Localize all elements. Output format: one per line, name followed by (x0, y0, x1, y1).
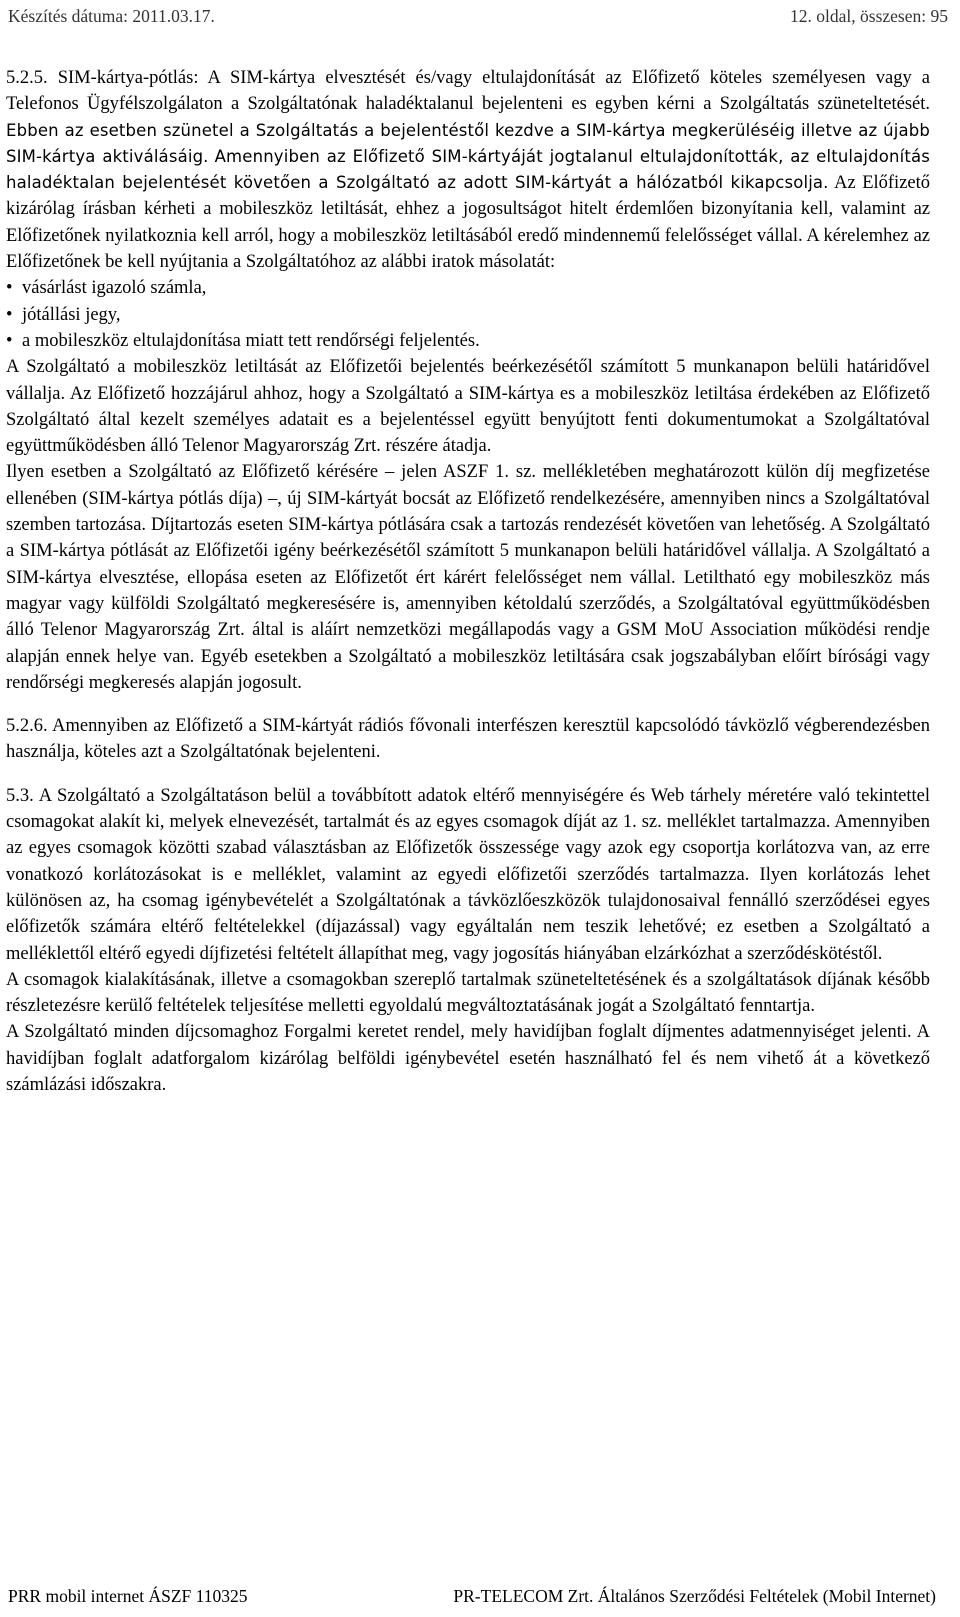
page-footer (8, 1586, 936, 1607)
list-item (6, 302, 930, 328)
section-5-2-5 (6, 65, 930, 275)
section-5-2-5-blocking-request: Az Előfizető kizárólag írásban kérheti a mobileszköz letiltását, ehhez a jogosultságot hitelt érdemlően bizonyítania kell, valamint az Előfizetőnek nyilatkoznia kell arról, hogy a mobileszköz letiltásából eredő mindennemű felelősséget vállal. A kérelemhez az Előfizetőnek be kell nyújtania a Szolgáltatóhoz az alábbi iratok másolatát: (6, 173, 931, 273)
footer-document-id: PRR mobil internet ÁSZF 110325 (8, 1586, 248, 1606)
section-5-2-5-deadline-paragraph: A Szolgáltató a mobileszköz letiltását az Előfizetői bejelentés beérkezésétől számított 5 munkanapon belüli határidővel vállalja. Az Előfizető hozzájárul ahhoz, hogy a Szolgáltató a SIM-kártya es a mobileszköz letiltása érdekében az Előfizető Szolgáltató által kezelt személyes adatait es a bejelentéssel együtt benyújtott fenti dokumentumokat a Szolgáltatóval együttműködésben álló Telenor Magyarország Zrt. részére átadja. (6, 357, 930, 457)
section-5-2-5-replacement-paragraph: Ilyen esetben a Szolgáltató az Előfizető kérésére – jelen ASZF 1. sz. mellékletében meghatározott külön díj megfizetése ellenében (SIM-kártya pótlás díja) –, új SIM-kártyát bocsát az Előfizető rendelkezésére, amennyiben nincs a Szolgáltatóval szemben tartozása. Díjtartozás eseten SIM-kártya pótlására csak a tartozás rendezését követően van lehetőség. A Szolgáltató a SIM-kártya pótlását az Előfizetői igény beérkezésétől számított 5 munkanapon belüli határidővel vállalja. A Szolgáltató a SIM-kártya elvesztése, ellopása eseten az Előfizetőt ért kárért felelősséget nem vállal. Letiltható egy mobileszköz más magyar vagy külföldi Szolgáltató megkeresésére is, amennyiben kétoldalú szerződés, a Szolgáltatóval együttműködésben álló Telenor Magyarország Zrt. által is aláírt nemzetközi megállapodás vagy a GSM MoU Association működési rendje alapján ennek helye van. Egyéb esetekben a Szolgáltató a mobileszköz letiltására csak jogszabályban előírt bírósági vagy rendőrségi megkeresés alapján jogosult. (6, 462, 930, 693)
section-5-2-5-intro: 5.2.5. SIM-kártya-pótlás: A SIM-kártya elvesztését és/vagy eltulajdonítását az Előfizető köteles személyesen vagy a Telefonos Ügyfélszolgálaton a Szolgáltatónak haladéktalanul bejelenteni es egyben kérni a Szolgáltatás szüneteltetését. (6, 68, 930, 115)
list-item-text: vásárlást igazoló számla, (22, 278, 207, 299)
bullet-icon: • (6, 304, 13, 325)
bullet-icon: • (6, 278, 13, 299)
document-body (6, 65, 930, 1098)
page-header (8, 6, 948, 34)
list-item-text: a mobileszköz eltulajdonítása miatt tett rendőrségi feljelentés. (22, 330, 480, 351)
page-number: 12. oldal, összesen: 95 (790, 6, 948, 26)
section-5-2-5-suspension: Ebben az esetben szünetel a Szolgáltatás a bejelentéstől kezdve a SIM-kártya megkerüléséig illetve az újabb SIM-kártya aktiválásáig. (6, 120, 930, 166)
creation-date: Készítés dátuma: 2011.03.17. (8, 6, 215, 26)
bullet-icon: • (6, 330, 13, 351)
section-5-3-packages-paragraph: 5.3. A Szolgáltató a Szolgáltatáson belül a továbbított adatok eltérő mennyiségére és Web tárhely méretére való tekintettel csomagokat alakít ki, melyek elnevezését, tartalmát és az egyes csomagok díját az 1. sz. melléklet tartalmazza. Amennyiben az egyes csomagok közötti szabad választásban az Előfizetők összessége vagy azok egy csoportja korlátozva van, az erre vonatkozó korlátozásokat is e melléklet, valamint az egyedi előfizetői szerződés tartalmazza. Ilyen korlátozás lehet különösen az, ha csomag igénybevételét a Szolgáltatónak a távközlőeszközök tulajdonosaival fennálló szerződései egyes előfizetők számára eltérő feltételekkel (díjazással) vagy egyáltalán nem teszik lehetővé; ez esetben a Szolgáltató a melléklettől eltérő egyedi díjfizetési feltételt állapíthat meg, vagy jogosítás hiányában elzárkózhat a szerződéskötéstől. (6, 785, 930, 964)
required-documents-list (6, 275, 930, 354)
section-5-3-modification-paragraph: A csomagok kialakításának, illetve a csomagokban szereplő tartalmak szüneteltetésének és a szolgáltatások díjának később részletezésre kerülő feltételek teljesítése melletti egyoldalú megváltoztatásának jogát a Szolgáltató fenntartja. (6, 969, 930, 1017)
section-5-3-traffic-paragraph: A Szolgáltató minden díjcsomaghoz Forgalmi keretet rendel, mely havidíjban foglalt díjmentes adatmennyiséget jelenti. A havidíjban foglalt adatforgalom kizárólag belföldi igénybevétel esetén használható fel és nem vihető át a következő számlázási időszakra. (6, 1022, 930, 1095)
list-item-text: jótállási jegy, (22, 304, 121, 325)
list-item (6, 275, 930, 301)
footer-document-title: PR-TELECOM Zrt. Általános Szerződési Feltételek (Mobil Internet) (453, 1586, 936, 1606)
section-5-2-5-unauthorized: Amennyiben az Előfizető SIM-kártyáját jogtalanul eltulajdonították, az eltulajdonítás haladéktalan bejelentését követően a Szolgáltató az adott SIM-kártyát a hálózatból kikapcsolja. (6, 146, 930, 193)
list-item (6, 328, 930, 354)
section-5-2-6: 5.2.6. Amennyiben az Előfizető a SIM-kártyát rádiós fővonali interfészen keresztül kapcsolódó távközlő végberendezésben használja, köteles azt a Szolgáltatónak bejelenteni. (6, 716, 930, 763)
